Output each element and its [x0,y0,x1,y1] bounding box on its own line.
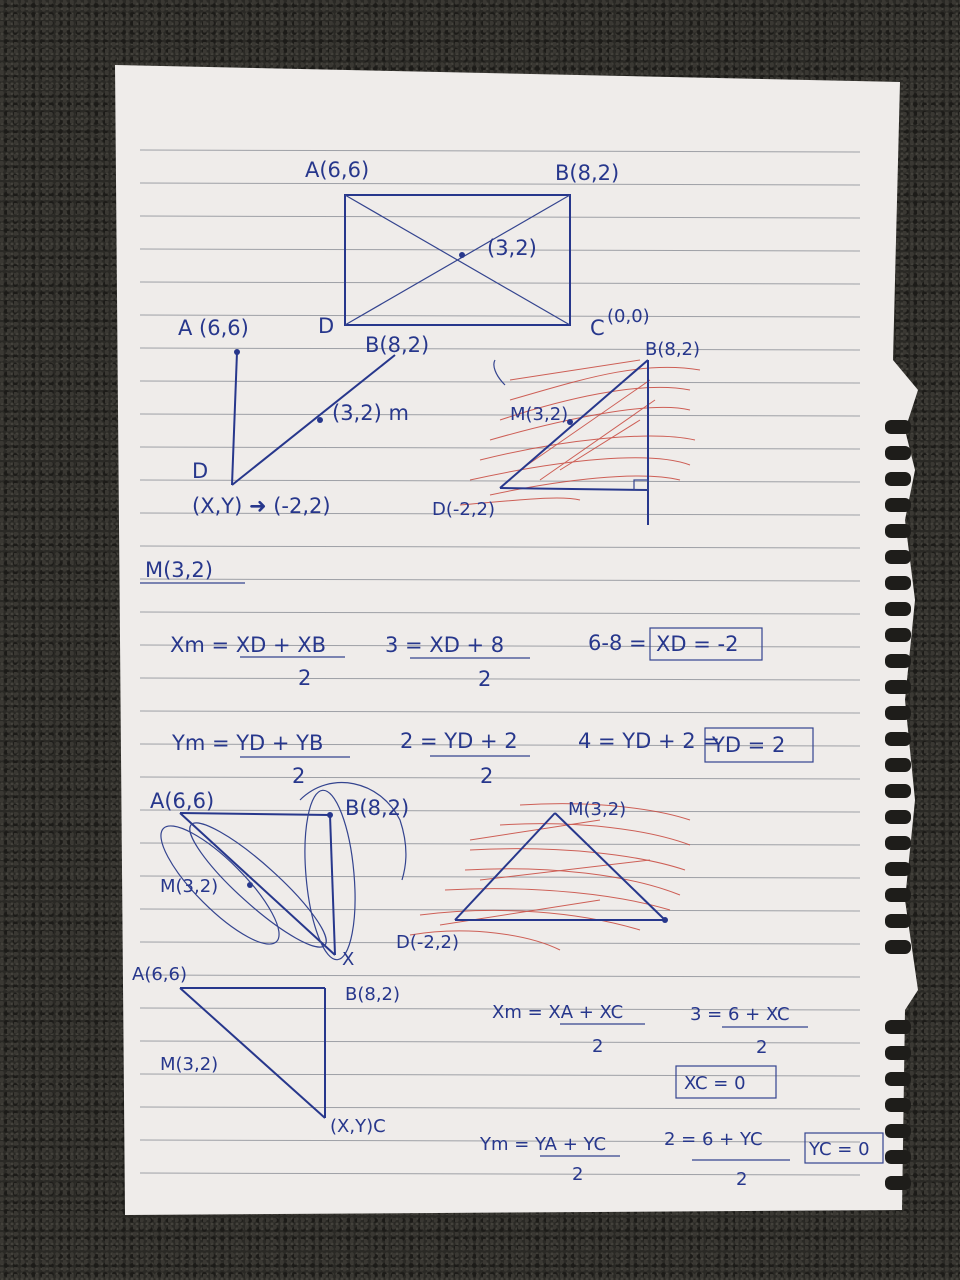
work2-ym-step: 2 = 6 + YC [664,1129,763,1150]
work1-m-label: M(3,2) [145,558,213,582]
fig1-label-d: D [318,314,335,338]
fig1-label-a: A(6,6) [305,158,370,182]
work2-xm-den: 2 [592,1036,604,1057]
work1-xm-result-pre: 6-8 = [588,631,647,655]
fig5-label-d: D(-2,2) [396,932,460,953]
work2-xm-step: 3 = 6 + XC [690,1004,790,1025]
work1-xm-step-den: 2 [478,667,492,691]
work2-yc-box: YC = 0 [809,1139,870,1160]
fig1-label-c: C [590,316,605,340]
fig4-label-b: B(8,2) [345,796,410,820]
fig1-label-center: (3,2) [487,236,537,260]
fig2-label-a: A (6,6) [178,316,249,340]
work2-ym-den: 2 [572,1164,584,1185]
fig4-label-m: M(3,2) [160,876,219,897]
fig3-label-d: D(-2,2) [432,499,496,520]
work1-ym-step-den: 2 [480,764,494,788]
work2-ym-line: Ym = YA + YC [480,1134,607,1155]
fig6-label-c: (X,Y)C [330,1116,386,1137]
fig1-label-b: B(8,2) [555,161,620,185]
work2-xm-step-den: 2 [756,1037,768,1058]
fig1-label-c-coord: (0,0) [607,306,650,327]
work1-ym-result-box: YD = 2 [712,733,786,757]
work2-ym-step-den: 2 [736,1169,748,1190]
work2-xm-line: Xm = XA + XC [492,1002,624,1023]
fig6-label-a: A(6,6) [132,964,187,985]
fig2-label-d: D [192,459,209,483]
fig6-label-b: B(8,2) [345,984,401,1005]
work1-ym-line: Ym = YD + YB [172,731,324,755]
work2-xc-box: XC = 0 [684,1073,746,1094]
fig4-label-a: A(6,6) [150,789,215,813]
work1-ym-step: 2 = YD + 2 [400,729,518,753]
fig5-label-m: M(3,2) [568,799,627,820]
work1-xm-line: Xm = XD + XB [170,633,327,657]
work1-ym-result-pre: 4 = YD + 2 = [578,729,720,753]
work1-ym-den: 2 [292,764,306,788]
fig2-label-xy: (X,Y) ➜ (-2,2) [192,494,331,518]
work1-xm-step: 3 = XD + 8 [385,633,505,657]
work1-xm-den: 2 [298,666,312,690]
fig4-label-x: X [342,949,355,970]
fig2-label-m: (3,2) m [332,401,409,425]
work1-xm-result-box: XD = -2 [656,632,739,656]
fig3-label-b: B(8,2) [645,339,701,360]
fig3-label-m: M(3,2) [510,404,569,425]
fig6-label-m: M(3,2) [160,1054,219,1075]
fig2-label-b: B(8,2) [365,333,430,357]
